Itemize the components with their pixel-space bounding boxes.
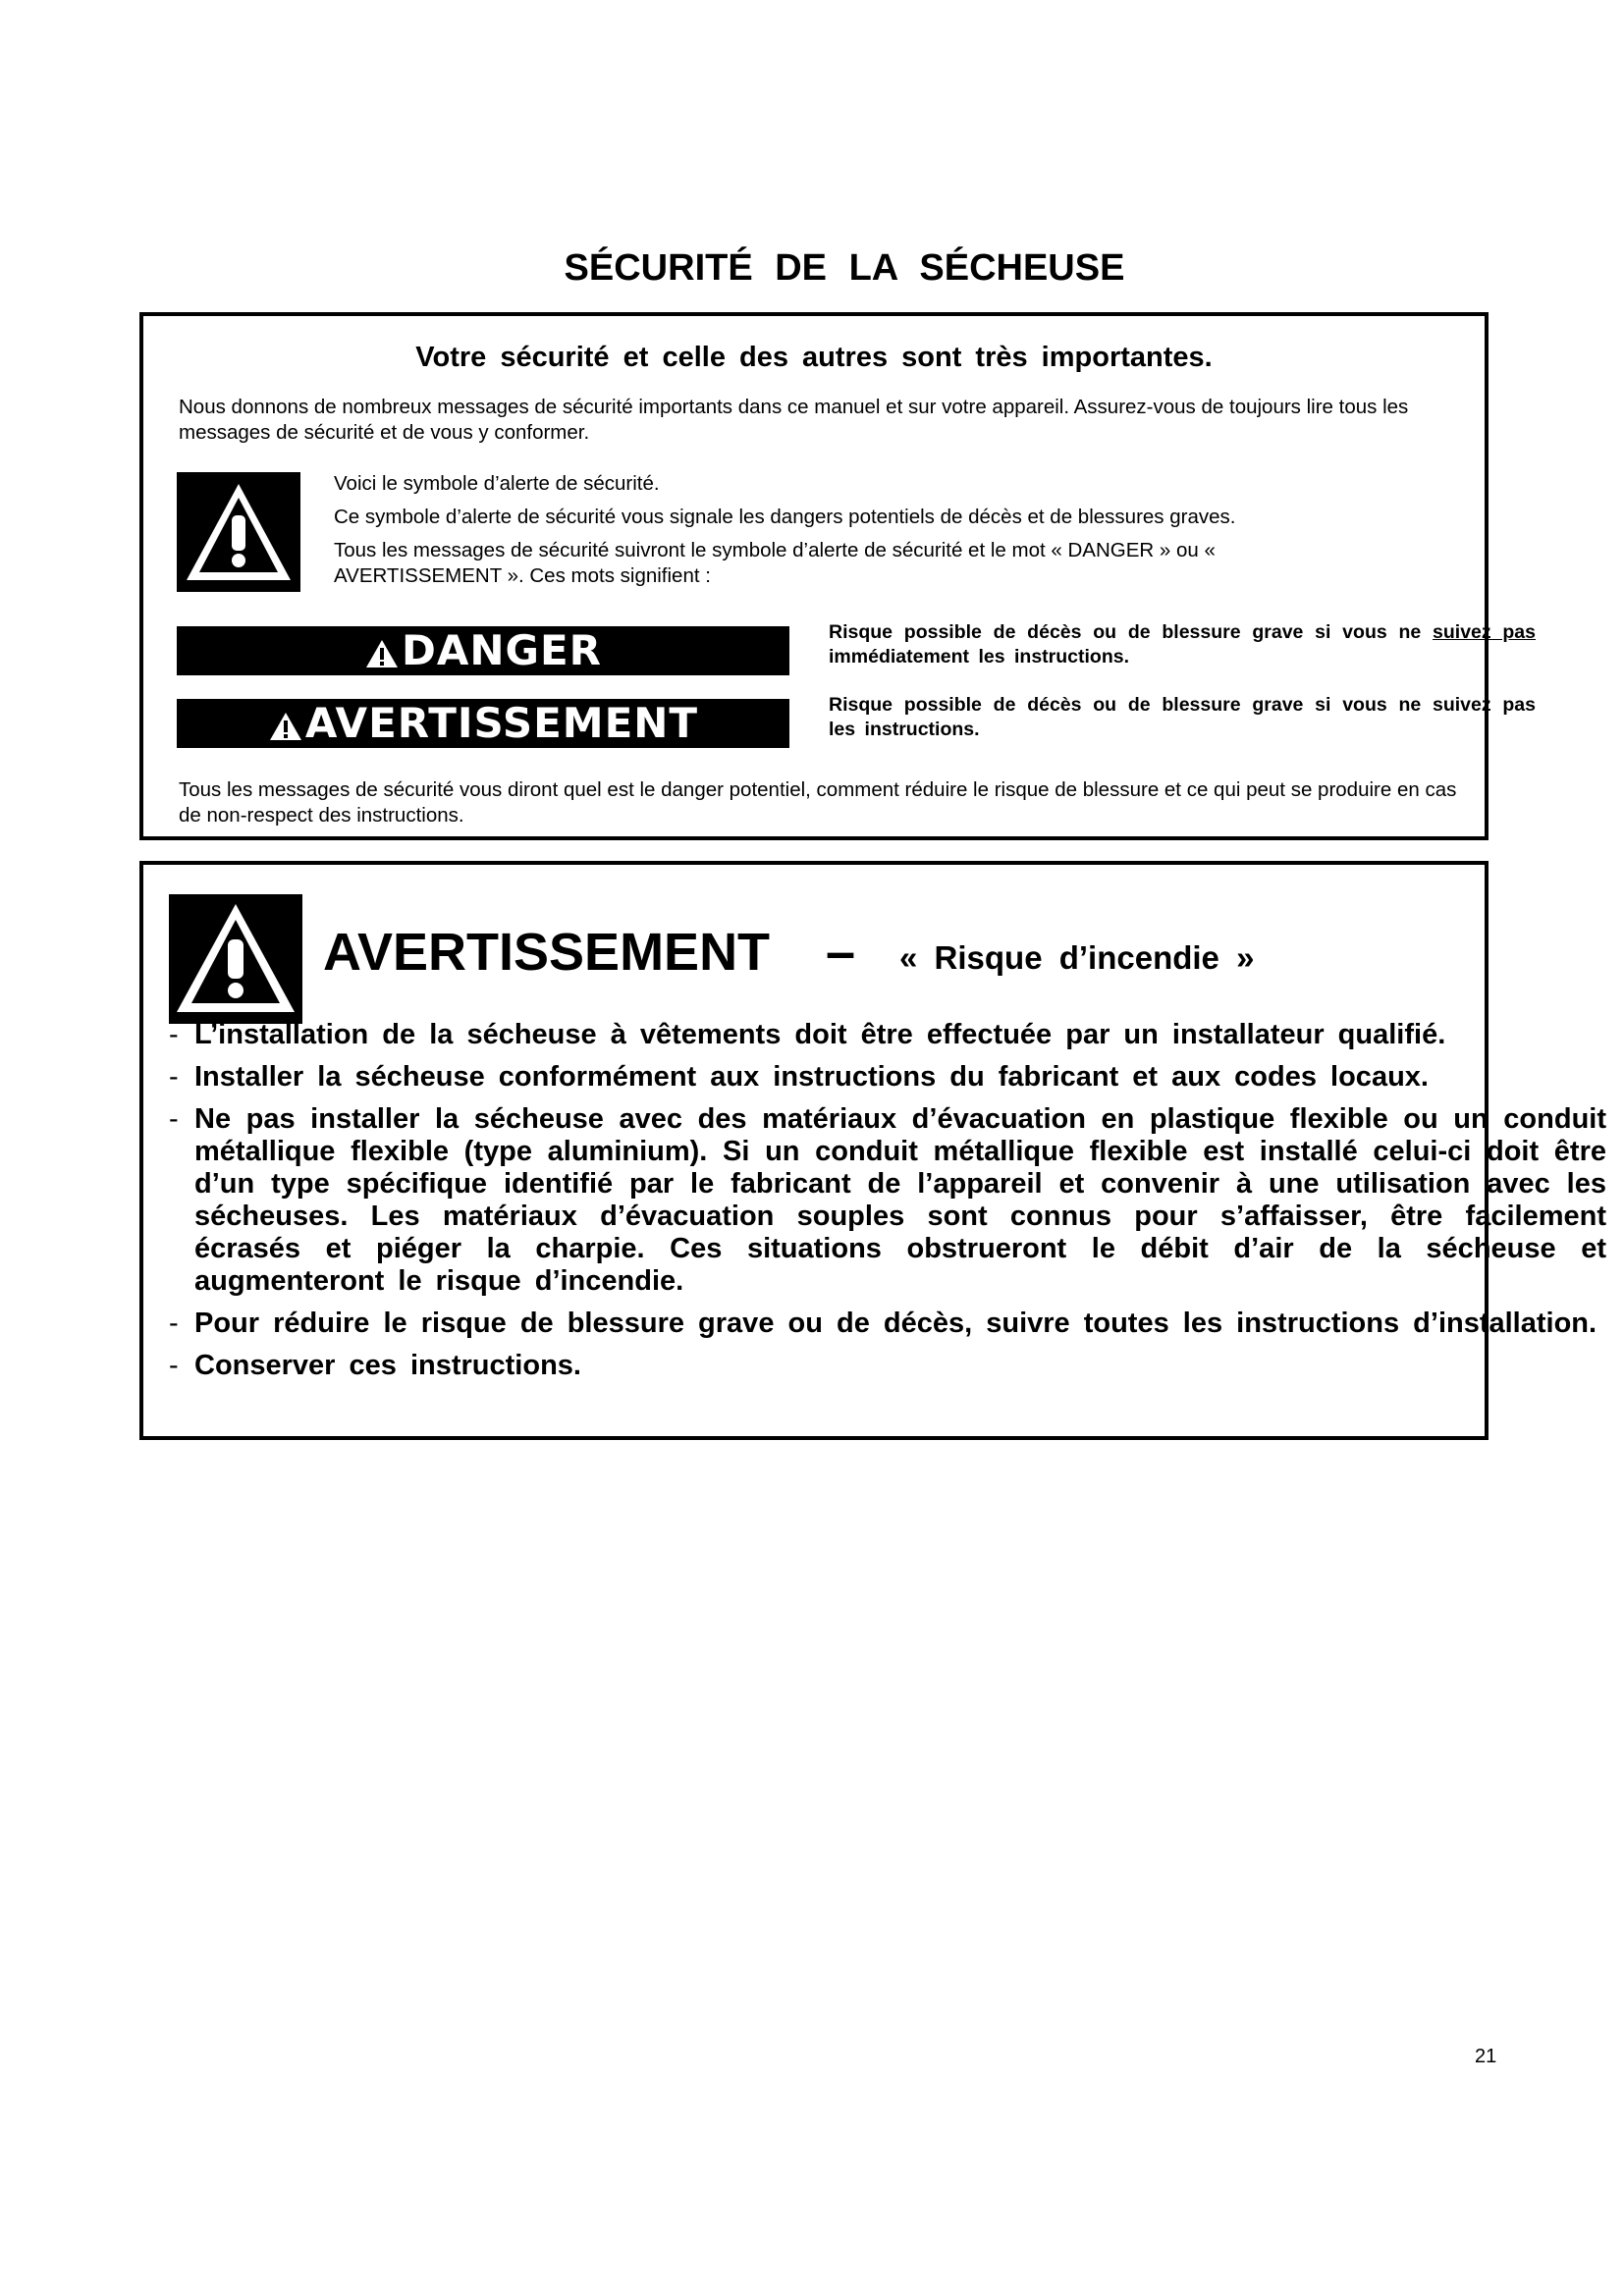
symbol-line-2: Ce symbole d’alerte de sécurité vous signale les dangers potentiels de décès et de blessures graves. (334, 506, 1236, 528)
fire-warning-box (139, 861, 1606, 1440)
safety-heading: Votre sécurité et celle des autres sont très importantes. (415, 342, 1213, 373)
danger-description: Risque possible de décès ou de blessure grave si vous ne suivez pas immédiatement les instructions. (829, 621, 1537, 667)
safety-footer: Tous les messages de sécurité vous diront quel est le danger potentiel, comment réduire le risque de blessure et ce qui peut se produire en cas de non-respect des instructions. (179, 778, 1457, 827)
safety-intro: Nous donnons de nombreux messages de sécurité importants dans ce manuel et sur votre appareil. Assurez-vous de toujours lire tous les messages de sécurité et de vous y conformer. (179, 396, 1409, 444)
fire-alert-icon (169, 894, 302, 1024)
fire-warning-title: AVERTISSEMENT (323, 923, 771, 982)
page-number: 21 (1475, 2046, 1497, 2067)
fire-warning-dash: – (826, 923, 856, 982)
symbol-line-1: Voici le symbole d’alerte de sécurité. (334, 472, 660, 495)
list-item: - Conserver ces instructions. (169, 1350, 581, 1381)
fire-warning-subtitle: « Risque d’incendie » (899, 939, 1255, 976)
warning-triangle-icon (268, 711, 303, 742)
safety-info-box (139, 312, 1537, 840)
warning-label: AVERTISSEMENT (304, 699, 699, 747)
fire-warning-list (143, 1019, 1616, 1392)
page-title: SÉCURITÉ DE LA SÉCHEUSE (564, 247, 1125, 289)
safety-alert-icon (177, 472, 300, 592)
symbol-line-3: Tous les messages de sécurité suivront le symbole d’alerte de sécurité et le mot « DANGER » ou « AVERTISSEMENT ». Ces mots signifient : (334, 539, 1216, 587)
warning-description: Risque possible de décès ou de blessure grave si vous ne suivez pas les instructions. (829, 694, 1536, 740)
warning-banner (177, 699, 789, 748)
list-item: - L’installation de la sécheuse à vêtements doit être effectuée par un installateur qualifié. (169, 1019, 1446, 1050)
list-item: - Ne pas installer la sécheuse avec des matériaux d’évacuation en plastique flexible ou un conduit métallique flexible (type aluminium). Si un conduit métallique flexible est installé celui-ci doit être d’un type spécifique identifié par le fabricant de l’appareil et convenir à une utilisation avec les sécheuses. Les matériaux d’évacuation souples sont connus pour s’affaisser, être facilement écrasés et piéger la charpie. Ces situations obstrueront le débit d’air de la sécheuse et augmenteront le risque d’incendie. (169, 1103, 1606, 1297)
danger-label: DANGER (401, 626, 603, 674)
warning-triangle-icon (364, 638, 400, 669)
danger-banner (177, 626, 789, 675)
list-item: - Installer la sécheuse conformément aux instructions du fabricant et aux codes locaux. (169, 1061, 1429, 1093)
list-item: - Pour réduire le risque de blessure grave ou de décès, suivre toutes les instructions d’installation. (169, 1308, 1597, 1339)
